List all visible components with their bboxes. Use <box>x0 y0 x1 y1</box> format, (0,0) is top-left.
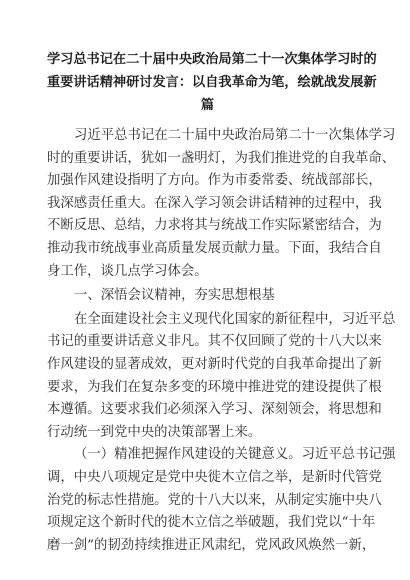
paragraph-line: 我深感责任重大。在深入学习领会讲话精神的过程中，我 <box>47 195 382 211</box>
paragraph-line: 行动统一到党中央的决策部署上来。 <box>47 424 262 440</box>
paragraph-line: 时的重要讲话，犹如一盏明灯，为我们推进党的自我革命、 <box>47 150 396 166</box>
section-heading <box>47 285 368 308</box>
paragraph-line: （一）精准把握作风建设的关键意义。习近平总书记强 <box>74 447 396 463</box>
paragraph-line: 身工作，谈几点学习体会。 <box>47 263 208 279</box>
paragraph-line: 要求，为我们在复杂多变的环境中推进党的建设提供了根 <box>47 379 382 395</box>
intro-paragraph <box>47 125 396 283</box>
title-line: 学习总书记在二十届中央政治局第二十一次集体学习时的 <box>47 52 377 67</box>
paragraph-line: 磨一剑”的韧劲持续推进正风肃纪，党风政风焕然一新， <box>47 537 376 553</box>
paragraph-line: 本遵循。这要求我们必须深入学习、深刻领会，将思想和 <box>47 402 382 418</box>
paragraph-line: 不断反思、总结，力求将其与统战工作实际紧密结合，为 <box>47 218 382 234</box>
paragraph-line: 习近平总书记在二十届中央政治局第二十一次集体学习 <box>74 128 396 143</box>
paragraph-line: 调，中央八项规定是党中央徙木立信之举，是新时代管党 <box>47 469 382 485</box>
heading-line: 一、深悟会议精神，夯实思想根基 <box>74 288 275 304</box>
paragraph-line: 书记的重要讲话意义非凡。其不仅回顾了党的十八大以来 <box>47 334 382 350</box>
paragraph-line: 加强作风建设指明了方向。作为市委常委、统战部部长， <box>47 173 382 189</box>
section-paragraph <box>47 309 396 445</box>
title-line: 篇 <box>200 98 215 113</box>
paragraph-line: 作风建设的显著成效，更对新时代党的自我革命提出了新 <box>47 356 382 372</box>
paragraph-line: 项规定这个新时代的徙木立信之举破题，我们党以“十年 <box>47 515 376 531</box>
paragraph-line: 在全面建设社会主义现代化国家的新征程中，习近平总 <box>74 311 396 327</box>
title-line: 重要讲话精神研讨发言：以自我革命为笔，绘就战发展新 <box>47 75 377 90</box>
subsection-paragraph <box>47 444 396 557</box>
paragraph-line: 推动我市统战事业高质量发展贡献力量。下面，我结合自 <box>47 240 382 256</box>
paragraph-line: 治党的标志性措施。党的十八大以来，从制定实施中央八 <box>47 492 382 508</box>
document-title <box>47 48 377 117</box>
